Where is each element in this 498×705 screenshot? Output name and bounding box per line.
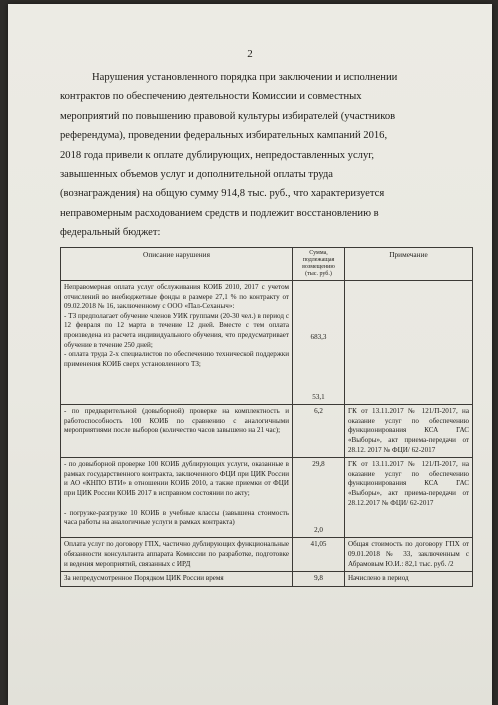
amount-value: 53,1 (312, 392, 325, 401)
intro-line: федеральный бюджет: (60, 227, 161, 239)
document-page (8, 4, 492, 705)
table-row (61, 538, 473, 572)
intro-line: неправомерным расходованием средств и подлежит восстановлению в (60, 207, 379, 219)
header-note: Примечание (345, 248, 473, 281)
row-amount: 9,8 (293, 572, 345, 587)
row-amount: 6,2 (293, 405, 345, 458)
intro-line: завышенных объемов услуг и дополнительной оплаты труда (60, 169, 334, 181)
amount-value: 683,3 (310, 333, 327, 341)
intro-line: 2018 года привели к оплате дублирующих, непредоставленных услуг, (60, 149, 375, 161)
row-note: ГК от 13.11.2017 № 121/П-2017, на оказание услуг по обеспечению функционирования КСА ГАС «Выборы», акт приема-передачи от 28.12.2017 № ФЦИ/ 62-2017 (345, 458, 473, 538)
row-note: Начислено в период (345, 572, 473, 587)
row-amount (293, 281, 345, 405)
intro-line: Нарушения установленного порядка при заключении и исполнении (92, 72, 398, 83)
description-paragraph: - ТЗ предполагает обучение членов УИК группами (20-30 чел.) в период с 12 февраля по 12 марта в течение 12 дней. Вместе с тем оплата произведена из расчета индивидуального обучения, что предусматривает обучение в течение 250 дней; (64, 311, 289, 349)
description-paragraph: - погрузке-разгрузке 10 КОИБ в учебные классы (завышена стоимость часа работы на аналогичные услуги в рамках контракта) (64, 508, 289, 527)
intro-paragraph (60, 68, 468, 243)
violations-table (60, 247, 473, 587)
intro-line: мероприятий по повышению правовой культуры избирателей (участников (60, 110, 396, 122)
row-amount (293, 458, 345, 538)
page-number: 2 (247, 48, 253, 60)
row-note: Общая стоимость по договору ГПХ от 09.01.2018 № 33, заключенным с Абрамовым Ю.И.: 82,1 тыс. руб. /2 (345, 538, 473, 572)
amount-value: 2,0 (314, 525, 323, 534)
table-row (61, 281, 473, 405)
row-description: Оплата услуг по договору ГПХ, частично дублирующих функциональные обязанности консультанта аппарата Комиссии по разработке, подготовке и ведения мероприятий, связанных с ИРД (61, 538, 293, 572)
header-amount-label: Сумма, подлежащая возмещению (тыс. руб.) (302, 250, 335, 277)
intro-line: контрактов по обеспечению деятельности Комиссии и совместных (60, 91, 362, 103)
table-header-row (61, 248, 473, 281)
header-amount (293, 248, 345, 281)
table-row (61, 572, 473, 587)
table-row (61, 405, 473, 458)
row-description: - по предварительной (довыборной) проверке на комплектность и работоспособность 100 КОИБ по сравнению с аналогичными мероприятиями после выборов (количество часов завышено на 21 час); (61, 405, 293, 458)
header-description: Описание нарушения (61, 248, 293, 281)
row-description: За непредусмотренное Порядком ЦИК России время (61, 572, 293, 587)
intro-line: референдума), проведении федеральных избирательных кампаний 2016, (60, 130, 388, 142)
row-amount: 41,05 (293, 538, 345, 572)
row-description (61, 281, 293, 405)
row-description (61, 458, 293, 538)
table-row (61, 458, 473, 538)
intro-line: (вознаграждения) на общую сумму 914,8 тыс. руб., что характеризуется (60, 188, 385, 200)
amount-value: 29,8 (312, 460, 325, 469)
description-paragraph: - по довыборной проверке 100 КОИБ дублирующих услуги, оказанные в рамках государственного контракта, заключенного ФЦИ при ЦИК России и АО «КНПО ВТИ» в отношении КОИБ 2010, а также приемки от ФЦИ при ЦИК России КОИБ 2017 в исправном состоянии по акту; (64, 460, 289, 497)
row-note (345, 281, 473, 405)
row-note: ГК от 13.11.2017 № 121/П-2017, на оказание услуг по обеспечению функционирования КСА ГАС «Выборы», акт приема-передачи от 28.12. 2017 № ФЦИ/ 62-2017 (345, 405, 473, 458)
description-paragraph: - оплата труда 2-х специалистов по обеспечению технической поддержки применения КОИБ сверх установленного ТЗ; (64, 350, 289, 368)
description-paragraph: Неправомерная оплата услуг обслуживания КОИБ 2010, 2017 с учетом отчислений во внебюджетные фонды в размере 27,1 % по контракту от 09.02.2018 № 16, заключенному с ООО «Пал-Сеханыч»: (64, 283, 289, 311)
